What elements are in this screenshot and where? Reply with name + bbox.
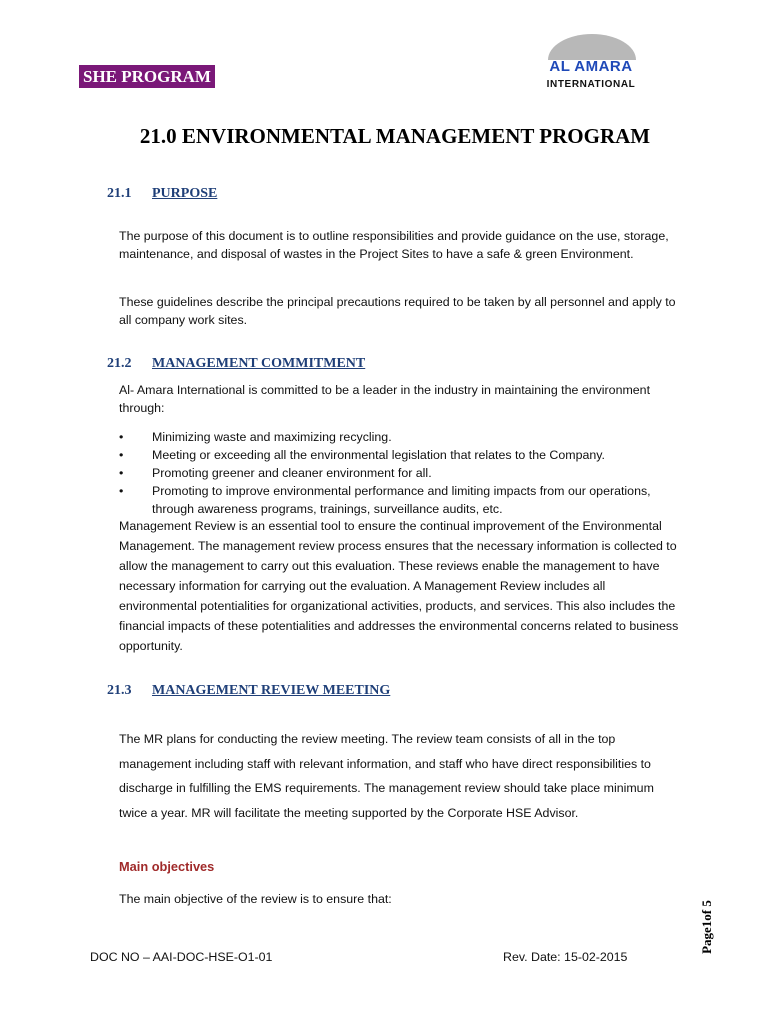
section-number-commitment: 21.2	[107, 356, 132, 371]
section-number-review-meeting: 21.3	[107, 683, 132, 698]
list-item: • Minimizing waste and maximizing recycling.	[119, 428, 659, 446]
section-heading-commitment: MANAGEMENT COMMITMENT	[152, 356, 366, 371]
doc-number: DOC NO – AAI-DOC-HSE-O1-01	[90, 950, 273, 964]
section-heading-purpose: PURPOSE	[152, 186, 218, 201]
purpose-paragraph-2: These guidelines describe the principal precautions required to be taken by all personnel and apply to all company work sites.	[119, 295, 676, 327]
program-tag: SHE PROGRAM	[79, 65, 215, 88]
commitment-intro: Al- Amara International is committed to be a leader in the industry in maintaining the environment through:	[119, 383, 651, 415]
page-number-label: Page1of 5	[699, 900, 714, 954]
logo-subtitle: INTERNATIONAL	[546, 79, 636, 90]
page-number	[697, 895, 717, 959]
list-item: • Meeting or exceeding all the environmental legislation that relates to the Company.	[119, 446, 659, 464]
logo-name: AL AMARA	[549, 58, 633, 75]
page-title: 21.0 ENVIRONMENTAL MANAGEMENT PROGRAM	[139, 124, 651, 148]
section-number-purpose: 21.1	[107, 186, 132, 201]
revision-date: Rev. Date: 15-02-2015	[503, 950, 628, 964]
review-meeting-paragraph: The MR plans for conducting the review meeting. The review team consists of all in the top management including staff with relevant information, and staff who have direct responsibilities to discharge in fulfilling the EMS requirements. The management review should take place minimum twice a year. MR will facilitate the meeting supported by the Corporate HSE Advisor.	[119, 732, 654, 820]
management-review-paragraph: Management Review is an essential tool to ensure the continual improvement of the Environmental Management. The management review process ensures that the necessary information is collected to allow the management to carry out this evaluation. These reviews enable the management to have necessary information for carrying out the evaluation. A Management Review includes all environmental potentialities for organizational activities, products, and services. This also includes the financial impacts of these potentialities and addresses the environmental concerns related to business opportunity.	[119, 519, 679, 653]
main-objectives-heading: Main objectives	[119, 859, 215, 874]
section-heading-review-meeting: MANAGEMENT REVIEW MEETING	[152, 683, 391, 698]
list-item: • Promoting greener and cleaner environment for all.	[119, 464, 659, 482]
company-logo	[544, 34, 640, 96]
list-item: • Promoting to improve environmental performance and limiting impacts from our operations, through awareness programs, trainings, surveillance audits, etc.	[119, 482, 659, 518]
commitment-bullet-list	[119, 428, 659, 518]
objective-intro: The main objective of the review is to ensure that:	[119, 892, 392, 906]
purpose-paragraph-1: The purpose of this document is to outline responsibilities and provide guidance on the use, storage, maintenance, and disposal of wastes in the Project Sites to have a safe & green Environment.	[119, 229, 669, 261]
